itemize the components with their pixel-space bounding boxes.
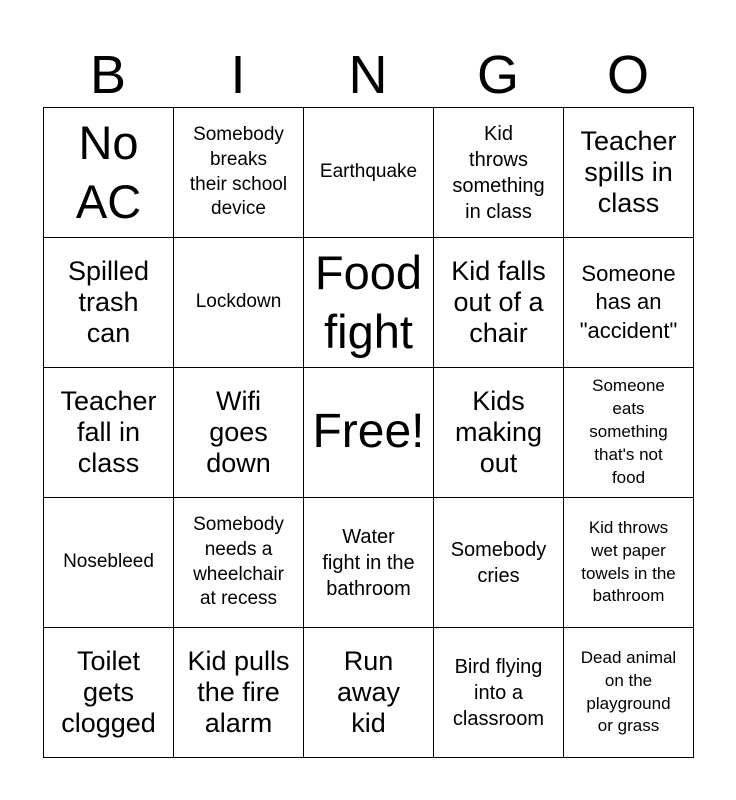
bingo-cell[interactable] <box>44 108 174 238</box>
free-space-label: Free! <box>312 405 425 459</box>
bingo-cell[interactable] <box>44 628 174 758</box>
bingo-cell[interactable] <box>564 628 694 758</box>
bingo-cell[interactable] <box>564 498 694 628</box>
bingo-cell[interactable] <box>304 628 434 758</box>
header-letter-i: I <box>230 45 246 105</box>
bingo-cell[interactable] <box>434 368 564 498</box>
bingo-cell[interactable] <box>174 368 304 498</box>
bingo-cell[interactable] <box>44 238 174 368</box>
cell-text: Dead animal on the playground or grass <box>580 647 677 736</box>
cell-text: No AC <box>75 116 142 228</box>
bingo-cell[interactable] <box>434 108 564 238</box>
bingo-cell[interactable] <box>174 628 304 758</box>
cell-text: Nosebleed <box>63 551 154 573</box>
header-letter-n: N <box>348 45 388 105</box>
cell-text: Kids making out <box>454 385 543 479</box>
header-letter-g: G <box>476 45 519 105</box>
bingo-cell[interactable] <box>304 108 434 238</box>
bingo-cell[interactable] <box>174 238 304 368</box>
bingo-cell[interactable] <box>304 498 434 628</box>
bingo-cell[interactable] <box>44 368 174 498</box>
cell-text: Kid throws something in class <box>452 122 545 223</box>
cell-text: Someone eats something that's not food <box>589 376 668 487</box>
bingo-cell[interactable] <box>174 108 304 238</box>
bingo-board <box>43 107 694 758</box>
cell-text: Somebody needs a wheelchair at recess <box>193 513 284 610</box>
bingo-cell[interactable] <box>174 498 304 628</box>
cell-text: Bird flying into a classroom <box>452 655 545 730</box>
cell-text: Wifi goes down <box>206 385 271 479</box>
free-space[interactable] <box>304 368 434 498</box>
header-letter-o: O <box>606 45 649 105</box>
cell-text: Somebody breaks their school device <box>189 123 288 220</box>
bingo-cell[interactable] <box>564 238 694 368</box>
cell-text: Spilled trash can <box>67 255 150 349</box>
bingo-cell[interactable] <box>564 108 694 238</box>
cell-text: Someone has an "accident" <box>579 260 678 343</box>
cell-text: Teacher fall in class <box>60 385 157 479</box>
cell-text: Run away kid <box>336 645 401 739</box>
bingo-cell[interactable] <box>564 368 694 498</box>
cell-text: Somebody cries <box>450 538 547 587</box>
cell-text: Lockdown <box>195 291 282 313</box>
cell-text: Teacher spills in class <box>580 125 677 219</box>
bingo-cell[interactable] <box>304 238 434 368</box>
cell-text: Kid throws wet paper towels in the bathroom <box>581 517 676 606</box>
bingo-cell[interactable] <box>44 498 174 628</box>
bingo-cell[interactable] <box>434 498 564 628</box>
bingo-cell[interactable] <box>434 628 564 758</box>
cell-text: Food fight <box>314 246 423 358</box>
cell-text: Kid falls out of a chair <box>451 255 546 349</box>
header-letter-b: B <box>89 45 127 105</box>
bingo-cell[interactable] <box>434 238 564 368</box>
cell-text: Earthquake <box>319 161 418 183</box>
bingo-header <box>43 42 693 108</box>
cell-text: Toilet gets clogged <box>61 645 156 739</box>
cell-text: Water fight in the bathroom <box>322 525 415 600</box>
cell-text: Kid pulls the fire alarm <box>187 645 290 739</box>
